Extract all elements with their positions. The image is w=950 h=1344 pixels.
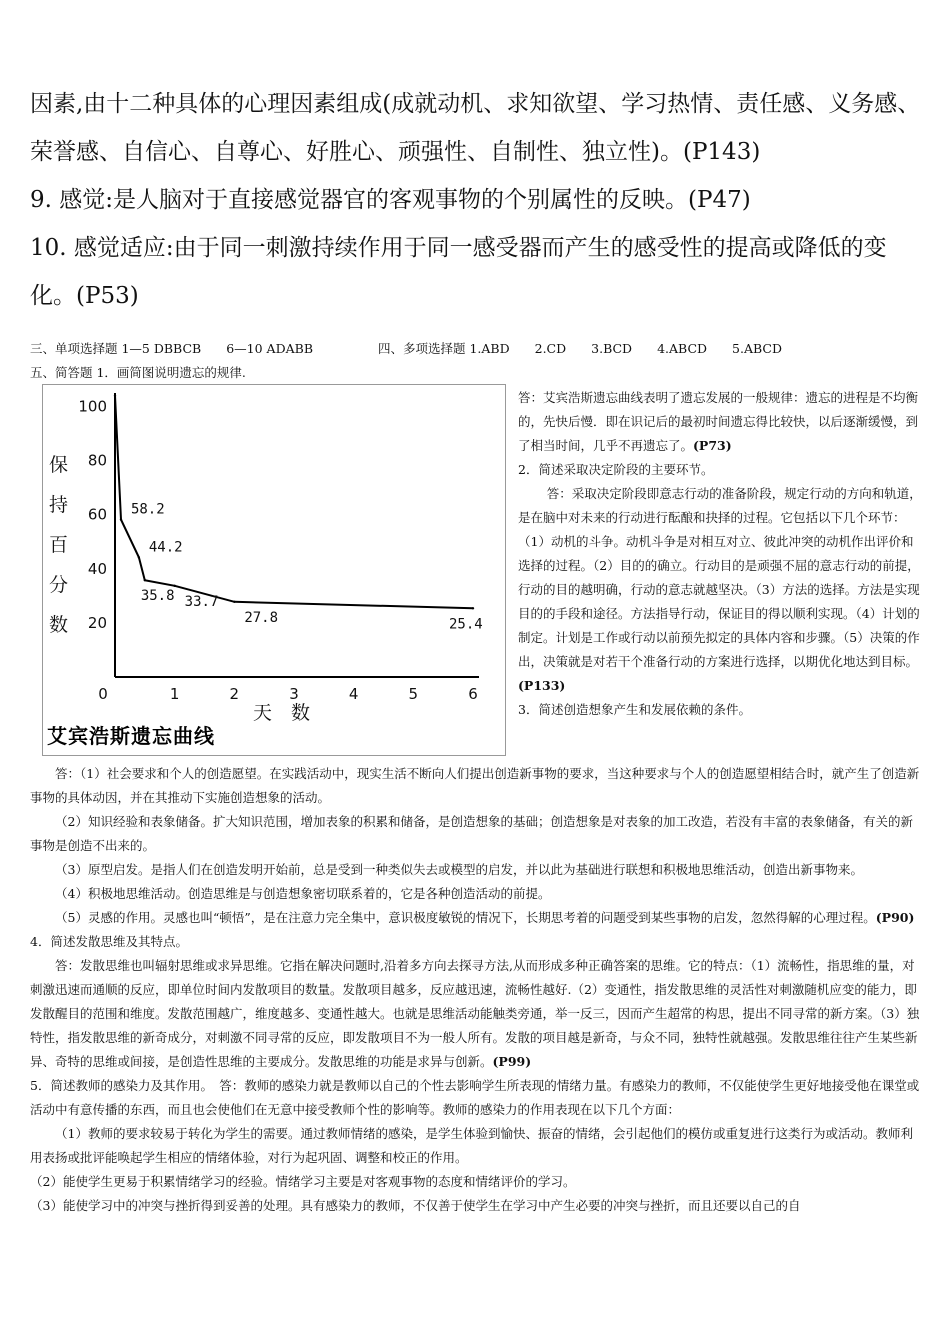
forgetting-curve-chart bbox=[42, 384, 506, 756]
x-tick-label: 1 bbox=[169, 685, 180, 703]
y-label-char: 保 bbox=[49, 454, 69, 476]
retention-point bbox=[144, 579, 146, 581]
short-answer-heading: 五、简答题 1．画简图说明遗忘的规律. bbox=[30, 365, 246, 380]
data-label: 25.4 bbox=[449, 616, 483, 633]
q1-ref: (P73) bbox=[693, 438, 732, 453]
x-tick-label: 3 bbox=[289, 685, 299, 703]
q2-title: 2．简述采取决定阶段的主要环节。 bbox=[518, 462, 714, 477]
forgetting-curve-svg bbox=[43, 385, 505, 755]
x-tick-label: 4 bbox=[348, 685, 359, 703]
q5-paragraph-3: （2）能使学生更易于积累情绪学习的经验。情绪学习主要是对客观事物的态度和情绪评价的学习。 bbox=[30, 1174, 576, 1189]
q3-paragraph-1: 答：（1）社会要求和个人的创造愿望。在实践活动中，现实生活不断向人们提出创造新事物的要求，当这种要求与个人的创造愿望相结合时，就产生了创造新事物的具体动因，并在其推动下实施创造想象的活动。 bbox=[30, 766, 920, 805]
q3-paragraph-4: （4）积极地思维活动。创造思维是与创造想象密切联系着的，它是各种创造活动的前提。 bbox=[55, 886, 551, 901]
retention-point bbox=[138, 556, 140, 558]
q3-title: 3．简述创造想象产生和发展依赖的条件。 bbox=[518, 702, 751, 717]
q3-paragraph-5-text: （5）灵感的作用。灵感也叫“顿悟”，是在注意力完全集中，意识极度敏锐的情况下，长期思考着的问题受到某些事物的启发，忽然得解的心理过程。 bbox=[55, 910, 876, 925]
q2-answer bbox=[518, 482, 922, 698]
q1-answer bbox=[518, 386, 922, 458]
retention-point bbox=[233, 601, 235, 603]
retention-point bbox=[472, 607, 474, 609]
q5-paragraph-2: （1）教师的要求较易于转化为学生的需要。通过教师情绪的感染，是学生体验到愉快、振奋的情绪，会引起他们的模仿或重复进行这类行为或活动。教师利用表扬或批评能唤起学生相应的情绪体验，对行为起巩固、调整和校正的作用。 bbox=[30, 1126, 913, 1165]
retention-point bbox=[173, 585, 175, 587]
q3-paragraph-2: （2）知识经验和表象储备。扩大知识范围，增加表象的积累和储备，是创造想象的基础；创造想象是对表象的加工改造，若没有丰富的表象储备，有关的新事物是创造不出来的。 bbox=[30, 814, 913, 853]
q5-paragraph-1: 5．简述教师的感染力及其作用。 答：教师的感染力就是教师以自己的个性去影响学生所表现的情绪力量。有感染力的教师，不仅能使学生更好地接受他在课堂或活动中有意传播的东西，而且也会使他们在无意中接受教师个性的影响等。教师的感染力的作用表现在以下几个方面： bbox=[30, 1078, 920, 1117]
y-label-char: 数 bbox=[49, 614, 69, 636]
chart-ticks bbox=[78, 398, 477, 703]
chart-curve bbox=[114, 395, 474, 610]
chart-axes bbox=[115, 393, 479, 677]
lower-text bbox=[30, 762, 920, 1218]
retention-point bbox=[114, 395, 116, 397]
chart-data-labels bbox=[131, 502, 483, 633]
q1-answer-text: 答：艾宾浩斯遗忘曲线表明了遗忘发展的一般规律：遗忘的进程是不均衡的，先快后慢．即在识记后的最初时间遗忘得比较快，以后逐渐缓慢，到了相当时间，几乎不再遗忘了。 bbox=[518, 390, 919, 453]
y-tick-label: 80 bbox=[87, 451, 107, 470]
data-label: 44.2 bbox=[148, 539, 183, 556]
y-tick-label: 60 bbox=[87, 505, 107, 524]
retention-curve-line bbox=[115, 396, 473, 609]
intro-paragraph-3: 10. 感觉适应:由于同一刺激持续作用于同一感受器而产生的感受性的提高或降低的变化。(P53) bbox=[30, 235, 887, 309]
chart-y-label bbox=[49, 454, 68, 636]
q2-ref: (P133) bbox=[518, 678, 566, 693]
data-label: 33.7 bbox=[184, 593, 219, 610]
q5-paragraph-4: （3）能使学习中的冲突与挫折得到妥善的处理。具有感染力的教师，不仅善于使学生在学习中产生必要的冲突与挫折，而且还要以自己的自 bbox=[30, 1198, 801, 1213]
multi-choice-answers: 四、多项选择题 1.ABD 2.CD 3.BCD 4.ABCD 5.ABCD bbox=[378, 341, 782, 356]
q3-ref: (P90) bbox=[875, 910, 915, 925]
y-tick-label: 20 bbox=[87, 613, 107, 632]
data-label: 58.2 bbox=[130, 501, 165, 518]
chart-title: 艾宾浩斯遗忘曲线 bbox=[47, 724, 215, 748]
y-label-char: 持 bbox=[49, 494, 69, 516]
y-label-char: 百 bbox=[49, 534, 69, 556]
single-choice-answers: 三、单项选择题 1—5 DBBCB 6—10 ADABB bbox=[30, 341, 314, 356]
x-tick-label: 2 bbox=[229, 685, 240, 703]
x-tick-label: 5 bbox=[408, 685, 419, 703]
q2-answer-text: 答：采取决定阶段即意志行动的准备阶段，规定行动的方向和轨道，是在脑中对未来的行动进行酝酿和抉择的过程。它包括以下几个环节：（1）动机的斗争。动机斗争是对相互对立、彼此冲突的动机作出评价和选择的过程。（2）目的的确立。行动目的是顽强不屈的意志行动的前提，行动的目的越明确，行动的意志就越坚决。（3）方法的选择。方法是实现目的的手段和途径。方法指导行动，保证目的得以顺利实现。（4）计划的制定。计划是工作或行动以前预先拟定的具体内容和步骤。（5）决策的作出，决策就是对若干个准备行动的方案进行选择，以期优化地达到目标。 bbox=[518, 486, 922, 669]
intro-paragraph-1: 因素,由十二种具体的心理因素组成(成就动机、求知欲望、学习热情、责任感、义务感、荣誉感、自信心、自尊心、好胜心、顽强性、自制性、独立性)。(P143) bbox=[30, 91, 921, 165]
q4-title: 4．简述发散思维及其特点。 bbox=[30, 934, 188, 949]
data-label: 35.8 bbox=[140, 588, 175, 605]
x-tick-label: 6 bbox=[468, 685, 478, 703]
y-tick-label: 100 bbox=[78, 397, 107, 416]
right-column bbox=[518, 386, 922, 722]
data-label: 27.8 bbox=[244, 609, 279, 626]
chart-x-label: 天 数 bbox=[253, 702, 311, 724]
intro-paragraph-2: 9. 感觉:是人脑对于直接感觉器官的客观事物的个别属性的反映。(P47) bbox=[30, 187, 751, 213]
q3-paragraph-3: （3）原型启发。是指人们在创造发明开始前，总是受到一种类似失去或模型的启发，并以此为基础进行联想和积极地思维活动，创造出新事物来。 bbox=[55, 862, 863, 877]
x-tick-label: 0 bbox=[98, 685, 108, 703]
y-tick-label: 40 bbox=[87, 559, 107, 578]
q4-paragraph-1 bbox=[30, 954, 920, 1074]
q3-paragraph-5 bbox=[30, 906, 920, 930]
y-label-char: 分 bbox=[49, 574, 69, 596]
q4-ref: (P99) bbox=[492, 1054, 532, 1069]
retention-point bbox=[120, 518, 122, 520]
q4-paragraph-1-text: 答：发散思维也叫辐射思维或求异思维。它指在解决问题时,沿着多方向去探寻方法,从而形成多种正确答案的思维。它的特点：（1）流畅性，指思维的量，对刺激迅速而通顺的反应，即单位时间内发散项目的数量。发散项目越多，反应越迅速，流畅性越好.（2）变通性，指发散思维的灵活性对刺激随机应变的能力，即发散醒目的范围和维度。发散范围越广，维度越多、变通性越大。也就是思维活动能触类旁通，举一反三，因而产生超常的构思，提出不同寻常的新方案。（3）独特性，指发散思维的新奇成分，对刺激不同寻常的反应，即发散项目不为一般人所有。发散的项目越是新奇，与众不同，独特性就越强。发散思维往往产生某些新异、奇特的思维或间接，是创造性思维的主要成分。发散思维的功能是求异与创新。 bbox=[30, 958, 920, 1069]
